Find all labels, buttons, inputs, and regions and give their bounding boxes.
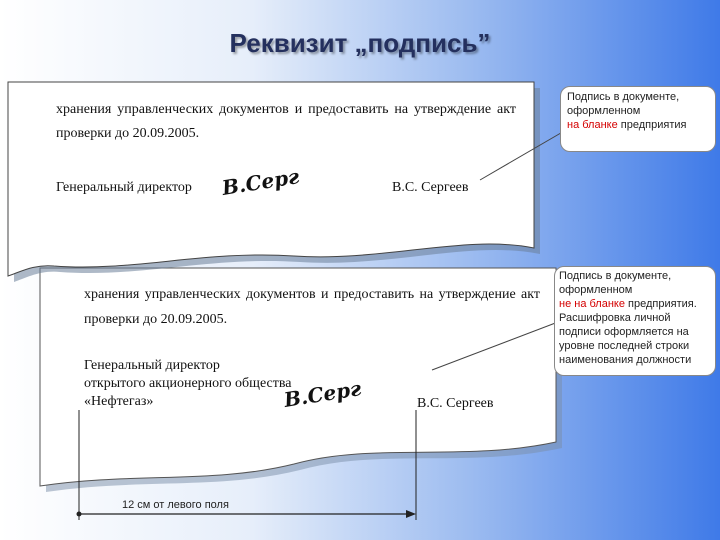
callout-on-letterhead (560, 86, 716, 152)
doc1-position: Генеральный директор (56, 180, 192, 195)
callout1-text-end: предприятия (617, 119, 687, 131)
measure-label: 12 см от левого поля (122, 499, 229, 511)
doc2-signature-decryption: В.С. Сергеев (417, 396, 494, 411)
doc1-signature: В.Серг (220, 164, 301, 200)
slide-title: Реквизит „подпись” (229, 28, 491, 58)
measure-start-dot (77, 512, 82, 517)
callout1-text: Подпись в документе, оформленном (567, 91, 680, 117)
doc2-signature: В.Серг (282, 376, 363, 412)
callout-not-letterhead (554, 266, 716, 376)
doc1-body-line1: хранения управленческих документов и предоставить на утверждение акт (56, 102, 516, 117)
doc2-body-line1: хранения управленческих документов и предоставить на утверждение акт (84, 287, 540, 302)
callout2-highlight: не на бланке (559, 298, 625, 310)
measure-arrowhead (406, 510, 416, 518)
doc1-signature-decryption: В.С. Сергеев (392, 180, 469, 195)
callout2-text: Подпись в документе, оформленном (559, 270, 672, 296)
doc2-position-line3: «Нефтегаз» (84, 394, 154, 409)
doc2-body-line2: проверки до 20.09.2005. (84, 312, 228, 327)
doc2-position-line1: Генеральный директор (84, 358, 220, 373)
doc2-position-line2: открытого акционерного общества (84, 376, 292, 391)
doc1-body-line2: проверки до 20.09.2005. (56, 126, 200, 141)
callout2-text-end: предприятия. Расшифровка личной подписи оформляется на уровне последней строки наименования должности (559, 298, 697, 366)
callout1-highlight: на бланке (567, 119, 618, 131)
